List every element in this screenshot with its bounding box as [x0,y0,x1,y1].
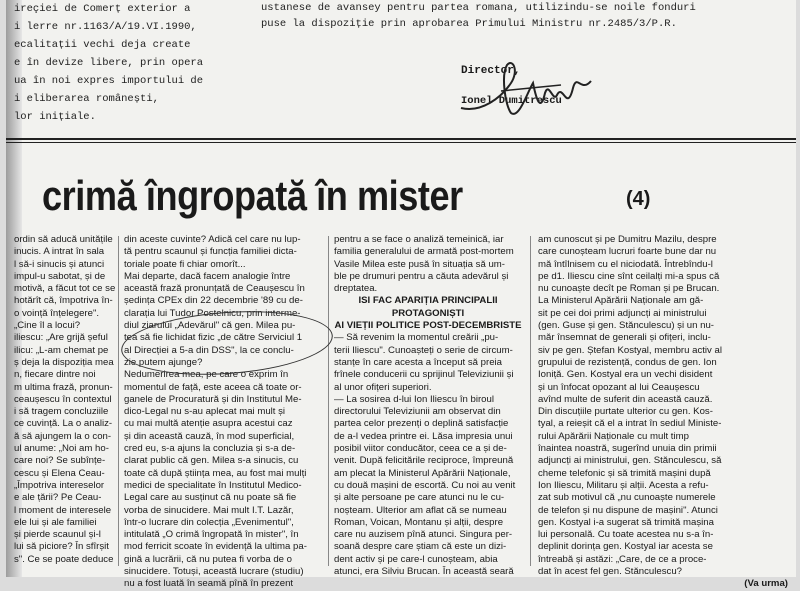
text-line: ordin să aducă unitățile [14,234,113,245]
signature-name: Ionel Dumitrescu [461,95,562,107]
text-line: mă întîlnisem cu el niciodată. Întrebîndu-l [538,258,713,270]
text-line: frînele conducerii cu sprijinul Televiziunii și [334,369,514,381]
text-line: cred eu, s-a ajuns la concluzia și s-a de- [124,443,296,455]
newspaper-page [6,0,796,590]
text-line: soană despre care știam că este un dizi- [334,541,507,553]
column-divider [530,236,531,566]
text-line: inucis. A intrat în sala [14,246,105,258]
text-line: i să tragem concluziile [14,406,109,418]
text-line: venit. După felicitările reciproce, împreună [334,455,514,467]
text-line: iliescu: „Are grijă șeful [14,332,108,344]
text-line: măr însemnat de generali și ofițeri, inclu- [538,332,711,344]
typed-line: lor inițiale. [14,111,96,123]
text-line: ș deja la dispoziția mea [14,356,114,368]
text-line: PROTAGONIȘTI [391,307,465,319]
text-line: directorului Televiziunii am observat din [334,406,501,418]
text-line: l să-i sinucis și atunci [14,258,105,270]
text-line: e ale țării? Pe Ceau- [14,492,102,504]
text-line: ISI FAC APARIȚIA PRINCIPALII [358,295,498,307]
text-line: de telefon și nu dispune de mașini". Atunci [538,504,718,516]
text-line: această frază pronunțată de Ceaușescu în [124,283,305,295]
text-line: și un înfocat opozant al lui Ceaușescu [538,381,700,393]
text-line: siv pe gen. Ștefan Kostyal, membru activ al [538,344,722,356]
text-line: stanțe în care acesta a început să preia [334,356,502,368]
text-line: am cunoscut și pe Dumitru Mazilu, despre [538,234,717,245]
text-line: hotărît că, împotriva în- [14,295,113,307]
text-line: cu mai multă atenție asupra acestui caz [124,418,293,430]
text-line: avînd multe de suferit din această cauză. [538,393,713,405]
text-line: ble pe drumuri pentru a căuta adevărul și [334,270,509,282]
text-line: Nedumerirea mea, pe care o exprim în [124,369,289,381]
text-line: cheme telefonic și să trimită mașini după [538,467,711,479]
text-line: — Să revenim la momentul creării „pu- [334,332,499,344]
text-line: care noi? Se subînțe- [14,455,106,467]
typed-line: e în devize libere, prin opera [14,57,204,69]
signature-title: Director, [461,65,521,77]
text-line: Ioniță. Gen. Kostyal era un vechi disident [538,369,713,381]
rule-line [6,142,796,143]
text-line: diul ziarului „Adevărul" că gen. Milea pu- [124,320,296,332]
text-line: ă să ajungem la o con- [14,430,112,442]
text-line: sinucidere. Totuși, această lucrare (studiu) [124,566,304,578]
part-number: (4) [626,188,651,210]
text-line: deplinit dorința gen. Kostyal iar acesta se [538,541,713,553]
text-line: AI VIEȚII POLITICE POST-DECEMBRISTE [334,320,522,332]
text-line: tea să fie lichidat fizic „de către Serviciul 1 [124,332,303,344]
text-line: de a-l vedea printre ei. Lăsa impresia unui [334,430,513,442]
text-line: nu a fost luată în seamă pînă în prezent [124,578,294,590]
text-line: s". Ce se poate deduce [14,553,114,565]
text-line: ceaușescu în contextul [14,393,112,405]
text-line: Legal care au susținut că nu poate să fie [124,492,297,504]
text-line: Din discuțiile purtate ulterior cu gen. Kos- [538,406,713,418]
text-line: tyal, a reieșit că el a intrat în sediul Ministe- [538,418,722,430]
text-line: rului Apărării Naționale cu mult timp [538,430,689,442]
text-line: dent activ și pe care-l cunoșteam, abia [334,553,498,565]
text-line: ședința CPEx din 22 decembrie '89 cu de- [124,295,303,307]
text-line: — La sosirea d-lui Ion Iliescu în biroul [334,393,494,405]
text-line: nu cunoaște decît pe Roman și pe Brucan. [538,283,720,295]
text-line: grupului de rezistență, condus de gen. Ion [538,356,717,368]
text-line: din aceste cuvinte? Adică cel care nu lup- [124,234,301,245]
text-line: dreptatea. [334,283,378,295]
text-line: toriale poate fi chiar omorît... [124,258,246,270]
text-line: și alte persoane pe care atunci nu le cu- [334,492,505,504]
text-line: toate că după știința mea, au fost mai mulți [124,467,307,479]
text-line: întreabă și astăzi: „Care, de ce a proce- [538,553,707,565]
typed-line: i eliberarea românești, [14,93,159,105]
text-line: noșteam. Ulterior am aflat că se numeau [334,504,507,516]
text-line: La Ministerul Apărării Naționale am gă- [538,295,704,307]
text-line: dat în acest fel gen. Stănculescu? [538,566,682,578]
text-line: o voință înțelegere". [14,307,100,319]
text-line: pe d1. Iliescu cine sînt ceilalți mi-a spus că [538,270,720,282]
text-line: cu două mașini de escortă. Cu noi au venit [334,479,516,491]
text-line: ele lui și ale familiei [14,516,97,528]
text-line: mod ferricit scoate în evidență la ultima pa- [124,541,307,553]
article-column-1 [14,234,114,572]
article-column-4 [538,234,788,590]
text-line: medici de specialitate în Institutul Medico- [124,479,302,491]
typed-line: puse la dispoziție prin aprobarea Primului Ministru nr.2485/3/P.R. [261,18,677,30]
text-line: „Cine îl a locui? [14,320,81,332]
text-line: sit pe cei doi primi adjuncți ai ministrului [538,307,707,319]
text-line: Mai departe, dacă facem analogie între [124,270,291,282]
column-divider [118,236,119,566]
text-line: am plecat la Ministerul Apărării Naționale, [334,467,511,479]
text-line: partea celor prezenți o deplină satisfacție [334,418,509,430]
text-line: gină a lucrării, că nu putea fi vorba de o [124,553,292,565]
text-line: pentru a se face o analiză temeinică, iar [334,234,504,245]
text-line: ce cuvință. La o analiz- [14,418,113,430]
text-line: dico-Legal nu s-au aplecat mai mult și [124,406,286,418]
text-line: Ion Iliescu, Militaru și alții. Acesta a refu- [538,479,709,491]
text-line: posibil viitor conducător, ceea ce a și de- [334,443,507,455]
text-line: adjuncți ai ministrului, gen. Stănculescu, să [538,455,722,467]
text-line: impul-u sabotat, și de [14,270,106,282]
text-line: familia generalului de armată post-mortem [334,246,514,258]
text-line: (gen. Guse și gen. Stănculescu) și un nu- [538,320,714,332]
text-line: ul anume: „Noi am ho- [14,443,109,455]
text-line: Roman, Voican, Montanu și alții, despre [334,516,504,528]
typed-document-fragment-right [261,0,781,32]
text-line: într-o lucrare din colecția „Evenimentul", [124,516,294,528]
typed-line: ireçiei de Comerț exterior a [14,3,191,15]
text-line: și din această cauză, în mod superficial, [124,430,295,442]
rule-line [6,138,796,140]
text-line: lui să piciore? În sfîrșit [14,541,109,553]
text-line: care cunoșteam lucruri foarte bune dar nu [538,246,717,258]
text-line: l moment de interesele [14,504,112,516]
article-headline: crimă îngropată în mister [42,172,463,219]
text-line: al Direcției a 5-a din DSS", la ce conclu- [124,344,294,356]
text-line: gen. Kostyal i-a sugerat să trimită mașina [538,516,714,528]
text-line: n, fiecare dintre noi [14,369,96,381]
typed-document-fragment-left [14,0,206,128]
text-line: care nu auzisem pînă atunci. Singura per- [334,529,513,541]
text-line: cescu și Elena Ceau- [14,467,105,479]
text-line: (Va urma) [744,578,788,590]
text-line: intitulată „O crimă îngropată în mister", în [124,529,299,541]
text-line: vorba de sinucidere. Mai mult I.T. Lazăr, [124,504,294,516]
text-line: al unor ofițeri superiori. [334,381,432,393]
text-line: zie putem ajunge? [124,356,203,368]
text-line: m ultima frază, pronun- [14,381,113,393]
text-line: tă pentru scaunul și funcția familiei dicta- [124,246,297,258]
text-line: și pierde scaunul și-l [14,529,101,541]
typed-line: ua în noi expres importului de [14,75,204,87]
handwritten-signature [441,53,606,123]
text-line: ganele de Procuratură și din Institutul Me- [124,393,302,405]
article-column-2 [124,234,320,590]
typed-line: ustanese de avansey pentru partea romana, utilizindu-se noile fonduri [261,2,696,14]
article-column-3 [334,234,522,578]
text-line: clarat public că gen. Milea s-a sinucis, cu [124,455,299,467]
text-line: atunci, era Silviu Brucan. În această seară [334,566,514,578]
text-line: lui personală. Cu toate acestea nu s-a în- [538,529,714,541]
typed-line: i lerre nr.1163/A/19.VI.1990, [14,21,197,33]
column-divider [328,236,329,566]
text-line: înaintea noastră, sugerînd unuia din primii [538,443,717,455]
text-line: momentul de față, este aceea că toate or- [124,381,302,393]
text-line: „Împotriva intereselor [14,479,105,491]
text-line: terii Iliescu". Cunoașteți o serie de circum- [334,344,513,356]
text-line: Vasile Milea este pusă în situația să um- [334,258,505,270]
text-line: ilicu: „L-am chemat pe [14,344,109,356]
text-line: motivă, a făcut tot ce se [14,283,116,295]
typed-line: ecalitații vechi deja create [14,39,191,51]
text-line: clarația lui Tudor Postelnicu, prin interme- [124,307,301,319]
text-line: zat sub motivul că „nu cunoaște numerele [538,492,716,504]
